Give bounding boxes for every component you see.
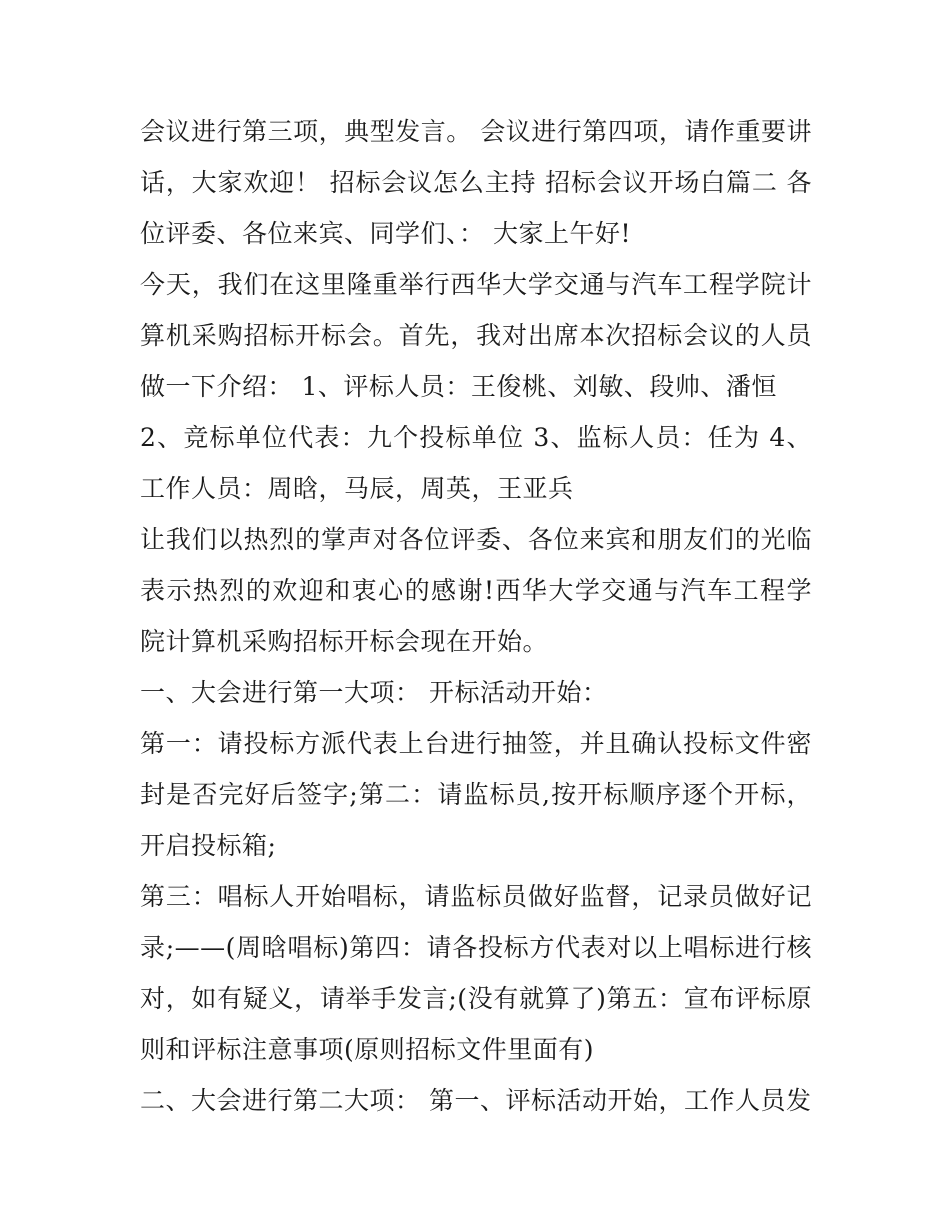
paragraph-welcome: 让我们以热烈的掌声对各位评委、各位来宾和朋友们的光临表示热烈的欢迎和衷心的感谢!西华大学交通与汽车工程学院计算机采购招标开标会现在开始。 xyxy=(140,525,812,656)
paragraph-section-one-heading: 一、大会进行第一大项： 开标活动开始： xyxy=(140,678,608,707)
document-body xyxy=(140,106,812,1126)
paragraph-representatives: 2、竞标单位代表：九个投标单位 3、监标人员：任为 4、工作人员：周晗，马辰，周英，王亚兵 xyxy=(140,423,812,503)
paragraph-steps-three-to-five: 第三：唱标人开始唱标，请监标员做好监督，记录员做好记录;——(周晗唱标)第四：请各投标方代表对以上唱标进行核对，如有疑义，请举手发言;(没有就算了)第五：宣布评标原则和评标注意事项(原则招标文件里面有) xyxy=(140,882,812,1064)
paragraph-meeting-items: 会议进行第三项，典型发言。 会议进行第四项，请作重要讲话，大家欢迎！ 招标会议怎么主持 招标会议开场白篇二 各位评委、各位来宾、同学们、： 大家上午好! xyxy=(140,117,812,248)
paragraph-steps-one-two: 第一：请投标方派代表上台进行抽签，并且确认投标文件密封是否完好后签字;第二：请监标员,按开标顺序逐个开标，开启投标箱; xyxy=(140,729,812,860)
paragraph-introduction: 今天，我们在这里隆重举行西华大学交通与汽车工程学院计算机采购招标开标会。首先，我对出席本次招标会议的人员做一下介绍： 1、评标人员：王俊桃、刘敏、段帅、潘恒 xyxy=(140,270,812,401)
paragraph-section-two-heading: 二、大会进行第二大项： 第一、评标活动开始，工作人员发 xyxy=(140,1086,812,1115)
